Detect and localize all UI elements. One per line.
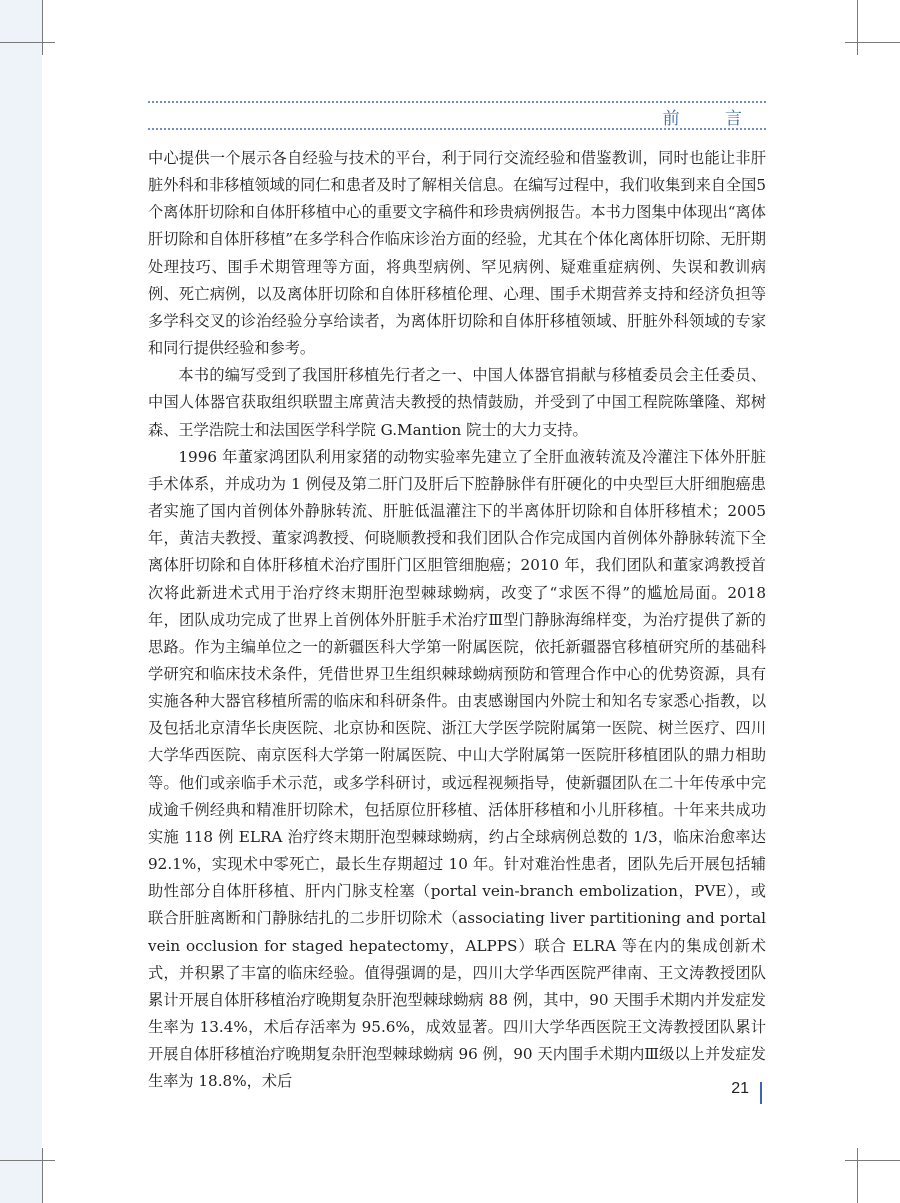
crop-mark [0,1160,55,1161]
page-number: 21 [731,1080,749,1097]
header-rule-top [148,101,766,103]
body-text [148,145,766,1095]
paragraph: 中心提供一个展示各自经验与技术的平台，利于同行交流经验和借鉴教训，同时也能让非肝脏外科和非移植领域的同仁和患者及时了解相关信息。在编写过程中，我们收集到来自全国5个离体肝切除和自体肝移植中心的重要文字稿件和珍贵病例报告。本书力图集中体现出“离体肝切除和自体肝移植”在多学科合作临床诊治方面的经验，尤其在个体化离体肝切除、无肝期处理技巧、围手术期管理等方面，将典型病例、罕见病例、疑难重症病例、失误和教训病例、死亡病例，以及离体肝切除和自体肝移植伦理、心理、围手术期营养支持和经济负担等多学科交叉的诊治经验分享给读者，为离体肝切除和自体肝移植领域、肝脏外科领域的专家和同行提供经验和参考。 [148,149,766,358]
paragraph: 1996 年董家鸿团队利用家猪的动物实验率先建立了全肝血液转流及冷灌注下体外肝脏手术体系，并成功为 1 例侵及第二肝门及肝后下腔静脉伴有肝硬化的中央型巨大肝细胞癌患者实施了国内首例体外静脉转流、肝脏低温灌注下的半离体肝切除和自体肝移植术；2005 年，黄洁夫教授、董家鸿教授、何晓顺教授和我们团队合作完成国内首例体外静脉转流下全离体肝切除和自体肝移植术治疗围肝门区胆管细胞癌；2010 年，我们团队和董家鸿教授首次将此新进术式用于治疗终末期肝泡型棘球蚴病，改变了“求医不得”的尴尬局面。2018 年，团队成功完成了世界上首例体外肝脏手术治疗Ⅲ型门静脉海绵样变，为治疗提供了新的思路。作为主编单位之一的新疆医科大学第一附属医院，依托新疆器官移植研究所的基础科学研究和临床技术条件，凭借世界卫生组织棘球蚴病预防和管理合作中心的优势资源，具有实施各种大器官移植所需的临床和科研条件。由衷感谢国内外院士和知名专家悉心指教，以及包括北京清华长庚医院、北京协和医院、浙江大学医学院附属第一医院、树兰医疗、四川大学华西医院、南京医科大学第一附属医院、中山大学附属第一医院肝移植团队的鼎力相助等。他们或亲临手术示范，或多学科研讨，或远程视频指导，使新疆团队在二十年传承中完成逾千例经典和精准肝切除术，包括原位肝移植、活体肝移植和小儿肝移植。十年来共成功实施 118 例 ELRA 治疗终末期肝泡型棘球蚴病，约占全球病例总数的 1/3，临床治愈率达 92.1%，实现术中零死亡，最长生存期超过 10 年。针对难治性患者，团队先后开展包括辅助性部分自体肝移植、肝内门脉支栓塞（portal vein-branch embolization，PVE），或联合肝脏离断和门静脉结扎的二步肝切除术（associating liver partitioning and portal vein occlusion for staged hepatectomy，ALPPS）联合 ELRA 等在内的集成创新术式，并积累了丰富的临床经验。值得强调的是，四川大学华西医院严律南、王文涛教授团队累计开展自体肝移植治疗晚期复杂肝泡型棘球蚴病 88 例，其中，90 天围手术期内并发症发生率为 13.4%，术后存活率为 95.6%，成效显著。四川大学华西医院王文涛教授团队累计开展自体肝移植治疗晚期复杂肝泡型棘球蚴病 96 例，90 天内围手术期内Ⅲ级以上并发症发生率为 18.8%，术后 [148,447,766,1091]
page-number-bar [760,1082,762,1104]
crop-mark [845,1160,900,1161]
header-rule-bottom [148,128,766,130]
crop-mark [42,1148,43,1203]
crop-mark [857,1148,858,1203]
paragraph: 本书的编写受到了我国肝移植先行者之一、中国人体器官捐献与移植委员会主任委员、中国人体器官获取组织联盟主席黄洁夫教授的热情鼓励，并受到了中国工程院陈肇隆、郑树森、王学浩院士和法国医学科学院 G.Mantion 院士的大力支持。 [148,366,766,439]
side-band [0,0,42,1203]
running-header: 前 言 [662,109,762,129]
crop-mark [857,0,858,55]
crop-mark [845,42,900,43]
crop-mark [0,42,55,43]
crop-mark [42,0,43,55]
